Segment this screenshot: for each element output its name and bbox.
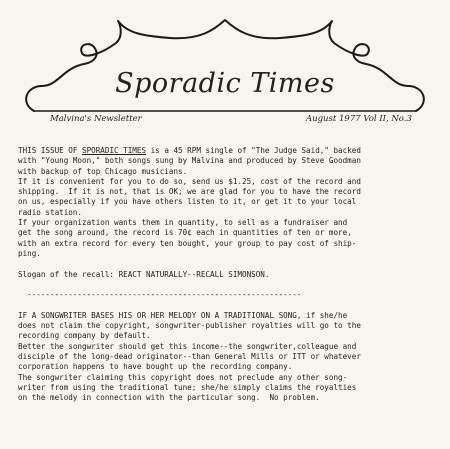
- line: THIS ISSUE OF SPORADIC TIMES is a 45 RPM single of "The Judge Said," backed: [18, 146, 361, 155]
- article-songwriter-copyright: IF A SONGWRITER BASES HIS OR HER MELODY ON A TRADITIONAL SONG, if she/he does not claim the copyright, songwriter-publisher royalties will go to the recording company by default. Better the songwriter should get this income--the songwriter,colleague and disciple of the long-dead originator--than General Mills or ITT or whatever corporation happens to have bought up the recording company. The songwriter claiming this copyright does not preclude any other song- writer from using the traditional tune; she/he simply claims the royalties on the melody in connection with the particular song. No problem.: [18, 310, 361, 403]
- slogan: Slogan of the recall: REACT NATURALLY--RECALL SIMONSON.: [18, 269, 270, 279]
- newsletter-subtitle: Malvina's Newsletter: [50, 114, 142, 124]
- issue-date-volume: August 1977 Vol II, No.3: [306, 114, 412, 124]
- publication-name: SPORADIC TIMES: [82, 146, 147, 155]
- newsletter-title: Sporadic Times: [115, 68, 335, 99]
- newsletter-body: [18, 146, 438, 403]
- section-separator: ------------------------------------------------------------: [18, 290, 302, 300]
- article-record-release: THIS ISSUE OF SPORADIC TIMES is a 45 RPM single of "The Judge Said," backed with "Young Moon," both songs sung by Malvina and produced by Steve Goodman with backup of top Chicago musicians. If it is convenient for you to do so, send us $1.25, cost of the record and shipping. If it is not, that is OK; we are glad for you to have the record on us, especially if you have others listen to it, or get it to your local radio station. If your organization wants them in quantity, to sell as a fundraiser and get the song around, the record is 70¢ each in quantities of ten or more, with an extra record for every ten bought, your group to pay cost of ship- ping. Slogan of the recall: REACT NATURALLY--RECALL SIMONSON. ------------------------------------------------------------: [18, 146, 361, 300]
